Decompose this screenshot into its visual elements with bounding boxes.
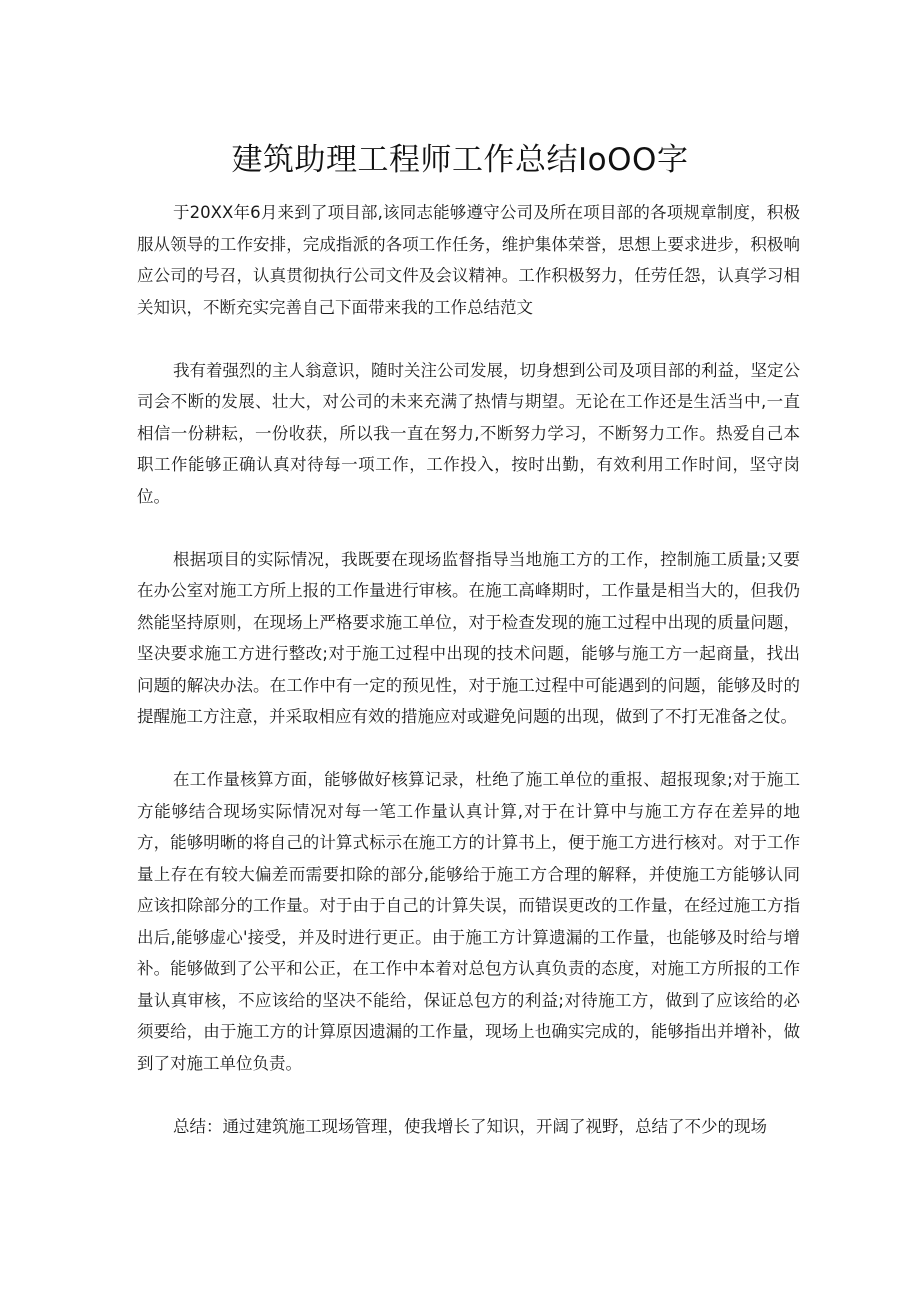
document-title: 建筑助理工程师工作总结IoOO字 — [231, 142, 689, 178]
paragraph-1: 于20XX年6月来到了项目部,该同志能够遵守公司及所在项目部的各项规章制度，积极服从领导的工作安排，完成指派的各项工作任务，维护集体荣誉，思想上要求进步，积极响应公司的号召，认真贯彻执行公司文件及会议精神。工作积极努力，任劳任怨，认真学习相关知识，不断充实完善自己下面带来我的工作总结范文 — [137, 203, 800, 317]
paragraph-3: 根据项目的实际情况，我既要在现场监督指导当地施工方的工作，控制施工质量;又要在办公室对施工方所上报的工作量进行审核。在施工高峰期时，工作量是相当大的，但我仍然能坚持原则，在现场上严格要求施工单位，对于检查发现的施工过程中出现的质量问题，坚决要求施工方进行整改;对于施工过程中出现的技术问题，能够与施工方一起商量，找出问题的解决办法。在工作中有一定的预见性，对于施工过程中可能遇到的问题，能够及时的提醒施工方注意，并采取相应有效的措施应对或避免问题的出现，做到了不打无准备之仗。 — [137, 549, 800, 726]
document-body — [137, 197, 800, 1142]
paragraph-2: 我有着强烈的主人翁意识，随时关注公司发展，切身想到公司及项目部的利益，坚定公司会不断的发展、壮大，对公司的未来充满了热情与期望。无论在工作还是生活当中,一直相信一份耕耘，一份收获，所以我一直在努力,不断努力学习，不断努力工作。热爱自己本职工作能够正确认真对待每一项工作，工作投入，按时出勤，有效利用工作时间，坚守岗位。 — [137, 360, 800, 506]
paragraph-4: 在工作量核算方面，能够做好核算记录，杜绝了施工单位的重报、超报现象;对于施工方能够结合现场实际情况对每一笔工作量认真计算,对于在计算中与施工方存在差异的地方，能够明晰的将自己的计算式标示在施工方的计算书上，便于施工方进行核对。对于工作量上存在有较大偏差而需要扣除的部分,能够给于施工方合理的解释，并使施工方能够认同应该扣除部分的工作量。对于由于自己的计算失误，而错误更改的工作量，在经过施工方指出后,能够虚心'接受，并及时进行更正。由于施工方计算遗漏的工作量，也能够及时给与增补。能够做到了公平和公正，在工作中本着对总包方认真负责的态度，对施工方所报的工作量认真审核，不应该给的坚决不能给，保证总包方的利益;对待施工方，做到了应该给的必须要给，由于施工方的计算原因遗漏的工作量，现场上也确实完成的，能够指出并增补，做到了对施工单位负责。 — [137, 770, 800, 1073]
paragraph-5: 总结：通过建筑施工现场管理，使我增长了知识，开阔了视野，总结了不少的现场 — [173, 1116, 767, 1136]
